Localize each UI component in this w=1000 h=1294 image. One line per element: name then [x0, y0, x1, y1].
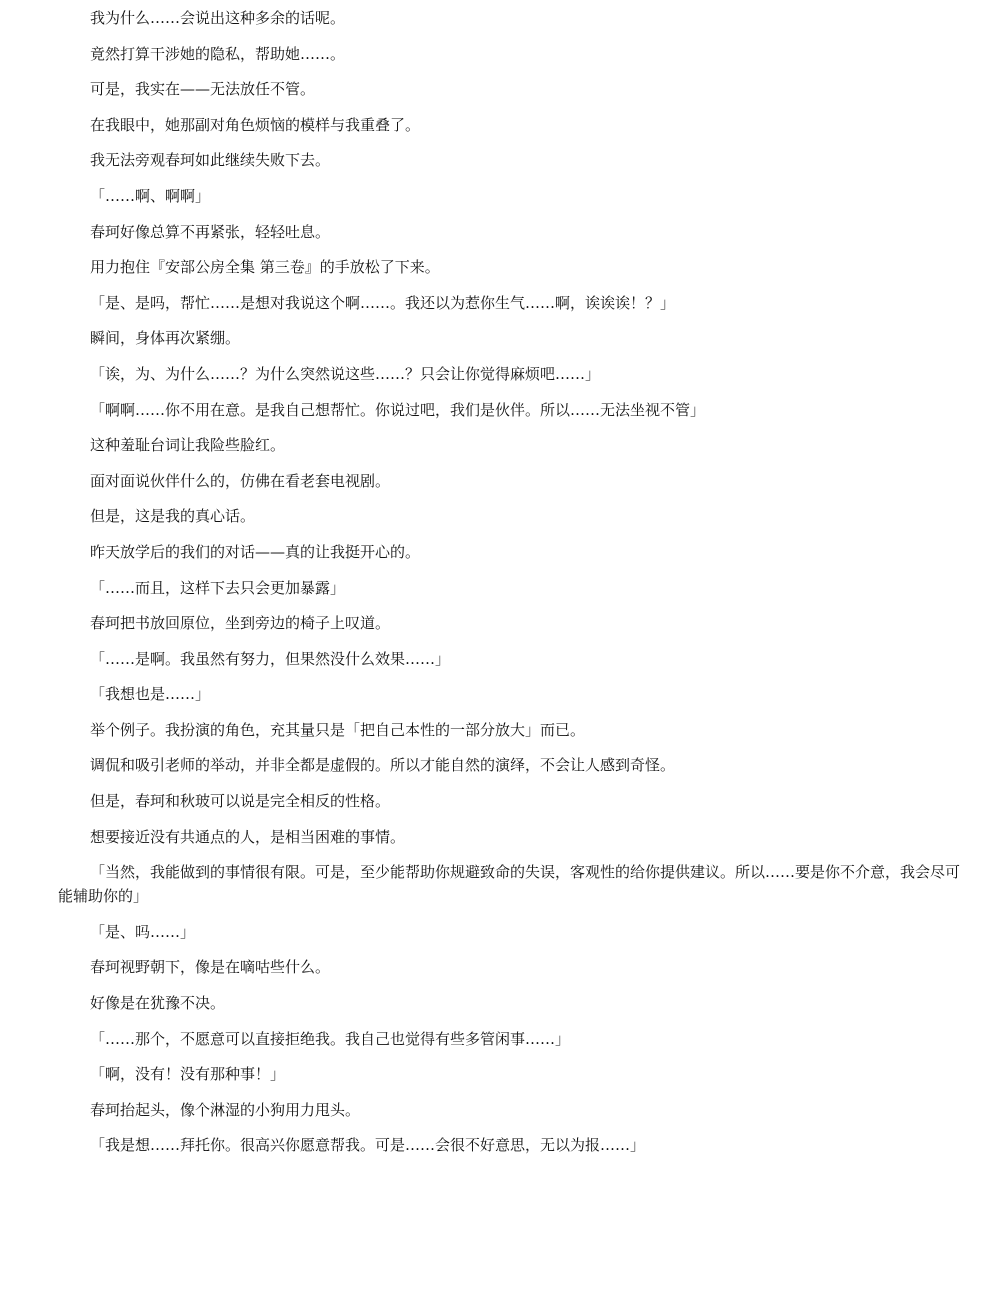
paragraph: 我无法旁观春珂如此继续失败下去。	[90, 151, 331, 170]
paragraph: 「啊，没有！没有那种事！」	[90, 1065, 286, 1084]
paragraph: 「我想也是……」	[90, 685, 211, 704]
paragraph: 举个例子。我扮演的角色，充其量只是「把自己本性的一部分放大」而已。	[90, 720, 586, 739]
paragraph: 竟然打算干涉她的隐私，帮助她……。	[90, 44, 346, 63]
paragraph: 春珂抬起头，像个淋湿的小狗用力甩头。	[90, 1100, 361, 1119]
paragraph: 在我眼中，她那副对角色烦恼的模样与我重叠了。	[90, 115, 421, 134]
paragraph: 「啊啊……你不用在意。是我自己想帮忙。你说过吧，我们是伙伴。所以……无法坐视不管」	[90, 400, 706, 419]
paragraph: 瞬间，身体再次紧绷。	[90, 329, 241, 348]
paragraph: 想要接近没有共通点的人，是相当困难的事情。	[90, 827, 406, 846]
paragraph: 「诶，为、为什么……？为什么突然说这些……？只会让你觉得麻烦吧……」	[90, 364, 601, 383]
paragraph: 「我是想……拜托你。很高兴你愿意帮我。可是……会很不好意思，无以为报……」	[90, 1136, 646, 1155]
paragraph: 用力抱住『安部公房全集 第三卷』的手放松了下来。	[90, 258, 440, 277]
paragraph: 这种羞耻台词让我险些脸红。	[90, 436, 286, 455]
paragraph: 「……啊、啊啊」	[90, 186, 211, 205]
paragraph: 「是、吗……」	[90, 922, 196, 941]
paragraph: 但是，春珂和秋玻可以说是完全相反的性格。	[90, 792, 391, 811]
paragraph: 面对面说伙伴什么的，仿佛在看老套电视剧。	[90, 471, 391, 490]
paragraph: 「……那个，不愿意可以直接拒绝我。我自己也觉得有些多管闲事……」	[90, 1029, 571, 1048]
paragraph: 好像是在犹豫不决。	[90, 994, 226, 1013]
paragraph: 我为什么……会说出这种多余的话呢。	[90, 9, 346, 27]
paragraph: 春珂好像总算不再紧张，轻轻吐息。	[90, 222, 331, 241]
paragraph: 「是、是吗，帮忙……是想对我说这个啊……。我还以为惹你生气……啊，诶诶诶！？」	[90, 293, 676, 312]
paragraph: 可是，我实在——无法放任不管。	[90, 80, 316, 99]
paragraph: 调侃和吸引老师的举动，并非全都是虚假的。所以才能自然的演绎，不会让人感到奇怪。	[90, 756, 676, 775]
paragraph: 「当然，我能做到的事情很有限。可是，至少能帮助你规避致命的失误，客观性的给你提供建议。所以……要是你不介意，我会尽可能辅助你的」	[58, 863, 961, 906]
paragraph: 「……而且，这样下去只会更加暴露」	[90, 578, 346, 597]
paragraph: 春珂把书放回原位，坐到旁边的椅子上叹道。	[90, 614, 391, 633]
paragraph: 但是，这是我的真心话。	[90, 507, 256, 526]
paragraph: 「……是啊。我虽然有努力，但果然没什么效果……」	[90, 649, 451, 668]
paragraph: 昨天放学后的我们的对话——真的让我挺开心的。	[90, 542, 421, 561]
paragraph: 春珂视野朝下，像是在嘀咕些什么。	[90, 958, 331, 977]
